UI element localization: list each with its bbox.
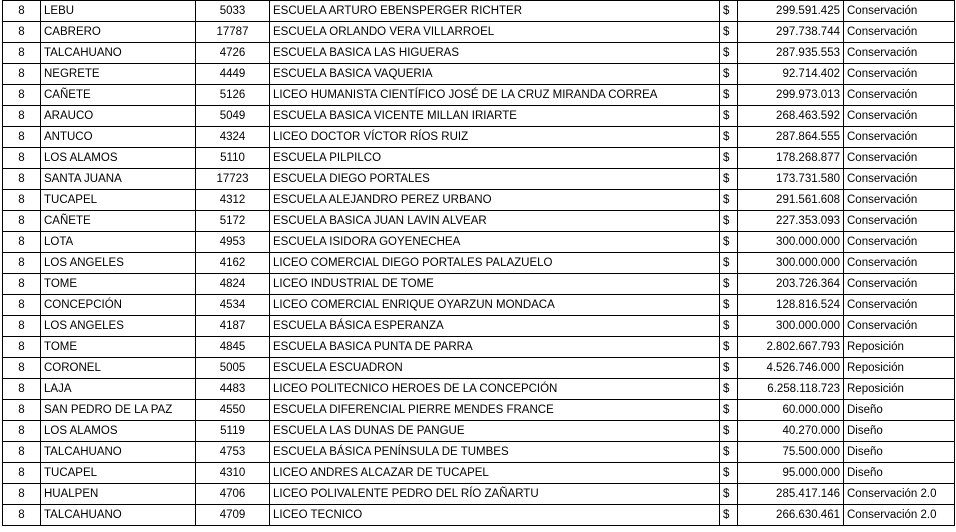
cell-region[interactable]: 8 [3,358,41,379]
table-row[interactable] [3,1,955,22]
table-row[interactable] [3,358,955,379]
cell-rbd[interactable]: 4706 [196,484,270,505]
cell-establecimiento[interactable]: ESCUELA BÁSICA ESPERANZA [270,316,720,337]
cell-region[interactable]: 8 [3,169,41,190]
cell-establecimiento[interactable]: ESCUELA PILPILCO [270,148,720,169]
cell-tipo[interactable]: Conservación [844,64,955,85]
cell-tipo[interactable]: Diseño [844,421,955,442]
cell-region[interactable]: 8 [3,148,41,169]
cell-comuna[interactable]: LOS ALAMOS [41,148,196,169]
table-row[interactable] [3,484,955,505]
table-row[interactable] [3,211,955,232]
cell-tipo[interactable]: Reposición [844,379,955,400]
cell-rbd[interactable]: 4162 [196,253,270,274]
cell-rbd[interactable]: 17723 [196,169,270,190]
cell-tipo[interactable]: Conservación [844,43,955,64]
table-row[interactable] [3,463,955,484]
cell-tipo[interactable]: Conservación [844,22,955,43]
cell-currency-symbol[interactable]: $ [720,64,738,85]
cell-comuna[interactable]: SAN PEDRO DE LA PAZ [41,400,196,421]
cell-currency-symbol[interactable]: $ [720,106,738,127]
cell-establecimiento[interactable]: ESCUELA BASICA VAQUERIA [270,64,720,85]
cell-region[interactable]: 8 [3,337,41,358]
cell-monto[interactable]: 297.738.744 [738,22,844,43]
table-row[interactable] [3,274,955,295]
cell-comuna[interactable]: LOS ANGELES [41,316,196,337]
table-row[interactable] [3,169,955,190]
cell-comuna[interactable]: ANTUCO [41,127,196,148]
cell-comuna[interactable]: ARAUCO [41,106,196,127]
cell-establecimiento[interactable]: ESCUELA LAS DUNAS DE PANGUE [270,421,720,442]
table-row[interactable] [3,337,955,358]
cell-tipo[interactable]: Conservación [844,106,955,127]
cell-currency-symbol[interactable]: $ [720,148,738,169]
cell-comuna[interactable]: LOS ALAMOS [41,421,196,442]
table-row[interactable] [3,64,955,85]
cell-rbd[interactable]: 4312 [196,190,270,211]
cell-region[interactable]: 8 [3,64,41,85]
table-row[interactable] [3,316,955,337]
cell-region[interactable]: 8 [3,211,41,232]
table-row[interactable] [3,106,955,127]
cell-rbd[interactable]: 4534 [196,295,270,316]
cell-currency-symbol[interactable]: $ [720,316,738,337]
cell-rbd[interactable]: 4953 [196,232,270,253]
cell-region[interactable]: 8 [3,379,41,400]
cell-rbd[interactable]: 4187 [196,316,270,337]
cell-tipo[interactable]: Reposición [844,358,955,379]
cell-rbd[interactable]: 4709 [196,505,270,526]
cell-rbd[interactable]: 5126 [196,85,270,106]
cell-tipo[interactable]: Conservación 2.0 [844,484,955,505]
cell-rbd[interactable]: 4324 [196,127,270,148]
cell-region[interactable]: 8 [3,421,41,442]
cell-rbd[interactable]: 5172 [196,211,270,232]
cell-establecimiento[interactable]: ESCUELA DIFERENCIAL PIERRE MENDES FRANCE [270,400,720,421]
cell-monto[interactable]: 300.000.000 [738,253,844,274]
table-row[interactable] [3,253,955,274]
cell-establecimiento[interactable]: LICEO HUMANISTA CIENTÍFICO JOSÉ DE LA CRUZ MIRANDA CORREA [270,85,720,106]
cell-establecimiento[interactable]: ESCUELA ISIDORA GOYENECHEA [270,232,720,253]
cell-comuna[interactable]: TALCAHUANO [41,442,196,463]
cell-rbd[interactable]: 4726 [196,43,270,64]
cell-monto[interactable]: 266.630.461 [738,505,844,526]
cell-tipo[interactable]: Conservación [844,169,955,190]
cell-region[interactable]: 8 [3,22,41,43]
cell-tipo[interactable]: Conservación [844,316,955,337]
cell-currency-symbol[interactable]: $ [720,22,738,43]
cell-tipo[interactable]: Diseño [844,400,955,421]
cell-comuna[interactable]: TALCAHUANO [41,505,196,526]
cell-currency-symbol[interactable]: $ [720,1,738,22]
cell-monto[interactable]: 300.000.000 [738,232,844,253]
cell-currency-symbol[interactable]: $ [720,379,738,400]
cell-rbd[interactable]: 4483 [196,379,270,400]
cell-rbd[interactable]: 5033 [196,1,270,22]
cell-tipo[interactable]: Conservación [844,190,955,211]
cell-tipo[interactable]: Conservación [844,295,955,316]
cell-region[interactable]: 8 [3,1,41,22]
cell-monto[interactable]: 203.726.364 [738,274,844,295]
cell-comuna[interactable]: LOS ANGELES [41,253,196,274]
cell-establecimiento[interactable]: ESCUELA BASICA JUAN LAVIN ALVEAR [270,211,720,232]
cell-establecimiento[interactable]: ESCUELA BÁSICA PENÍNSULA DE TUMBES [270,442,720,463]
cell-establecimiento[interactable]: LICEO TECNICO [270,505,720,526]
cell-comuna[interactable]: CABRERO [41,22,196,43]
table-row[interactable] [3,232,955,253]
cell-currency-symbol[interactable]: $ [720,211,738,232]
table-row[interactable] [3,22,955,43]
cell-region[interactable]: 8 [3,106,41,127]
cell-monto[interactable]: 268.463.592 [738,106,844,127]
cell-currency-symbol[interactable]: $ [720,169,738,190]
cell-establecimiento[interactable]: LICEO POLIVALENTE PEDRO DEL RÍO ZAÑARTU [270,484,720,505]
cell-comuna[interactable]: LOTA [41,232,196,253]
table-row[interactable] [3,442,955,463]
cell-establecimiento[interactable]: LICEO COMERCIAL ENRIQUE OYARZUN MONDACA [270,295,720,316]
cell-comuna[interactable]: LEBU [41,1,196,22]
cell-currency-symbol[interactable]: $ [720,85,738,106]
cell-currency-symbol[interactable]: $ [720,484,738,505]
cell-currency-symbol[interactable]: $ [720,421,738,442]
cell-currency-symbol[interactable]: $ [720,253,738,274]
cell-establecimiento[interactable]: ESCUELA BASICA VICENTE MILLAN IRIARTE [270,106,720,127]
cell-establecimiento[interactable]: ESCUELA BASICA LAS HIGUERAS [270,43,720,64]
cell-currency-symbol[interactable]: $ [720,127,738,148]
cell-monto[interactable]: 4.526.746.000 [738,358,844,379]
cell-region[interactable]: 8 [3,463,41,484]
cell-rbd[interactable]: 4550 [196,400,270,421]
cell-tipo[interactable]: Conservación [844,85,955,106]
cell-comuna[interactable]: TALCAHUANO [41,43,196,64]
table-row[interactable] [3,190,955,211]
cell-tipo[interactable]: Conservación 2.0 [844,505,955,526]
cell-monto[interactable]: 2.802.667.793 [738,337,844,358]
cell-comuna[interactable]: NEGRETE [41,64,196,85]
cell-monto[interactable]: 285.417.146 [738,484,844,505]
cell-rbd[interactable]: 5049 [196,106,270,127]
cell-monto[interactable]: 227.353.093 [738,211,844,232]
cell-comuna[interactable]: CORONEL [41,358,196,379]
cell-currency-symbol[interactable]: $ [720,190,738,211]
cell-currency-symbol[interactable]: $ [720,358,738,379]
cell-monto[interactable]: 178.268.877 [738,148,844,169]
cell-comuna[interactable]: TOME [41,337,196,358]
cell-currency-symbol[interactable]: $ [720,274,738,295]
cell-tipo[interactable]: Conservación [844,211,955,232]
cell-region[interactable]: 8 [3,274,41,295]
cell-currency-symbol[interactable]: $ [720,400,738,421]
table-row[interactable] [3,148,955,169]
cell-currency-symbol[interactable]: $ [720,505,738,526]
table-row[interactable] [3,127,955,148]
cell-region[interactable]: 8 [3,85,41,106]
cell-monto[interactable]: 6.258.118.723 [738,379,844,400]
cell-rbd[interactable]: 4845 [196,337,270,358]
cell-region[interactable]: 8 [3,43,41,64]
cell-monto[interactable]: 95.000.000 [738,463,844,484]
table-row[interactable] [3,505,955,526]
cell-establecimiento[interactable]: LICEO DOCTOR VÍCTOR RÍOS RUIZ [270,127,720,148]
cell-currency-symbol[interactable]: $ [720,232,738,253]
cell-rbd[interactable]: 5005 [196,358,270,379]
cell-rbd[interactable]: 5119 [196,421,270,442]
cell-comuna[interactable]: CAÑETE [41,85,196,106]
cell-tipo[interactable]: Diseño [844,463,955,484]
cell-region[interactable]: 8 [3,253,41,274]
cell-establecimiento[interactable]: ESCUELA ALEJANDRO PEREZ URBANO [270,190,720,211]
cell-comuna[interactable]: LAJA [41,379,196,400]
cell-monto[interactable]: 287.864.555 [738,127,844,148]
cell-tipo[interactable]: Conservación [844,1,955,22]
cell-region[interactable]: 8 [3,127,41,148]
cell-region[interactable]: 8 [3,400,41,421]
cell-region[interactable]: 8 [3,316,41,337]
cell-currency-symbol[interactable]: $ [720,43,738,64]
cell-establecimiento[interactable]: ESCUELA ORLANDO VERA VILLARROEL [270,22,720,43]
cell-tipo[interactable]: Conservación [844,127,955,148]
cell-rbd[interactable]: 4310 [196,463,270,484]
table-row[interactable] [3,400,955,421]
cell-currency-symbol[interactable]: $ [720,442,738,463]
cell-rbd[interactable]: 4753 [196,442,270,463]
cell-monto[interactable]: 92.714.402 [738,64,844,85]
cell-rbd[interactable]: 5110 [196,148,270,169]
cell-comuna[interactable]: CAÑETE [41,211,196,232]
cell-monto[interactable]: 299.973.013 [738,85,844,106]
cell-establecimiento[interactable]: ESCUELA BASICA PUNTA DE PARRA [270,337,720,358]
cell-comuna[interactable]: SANTA JUANA [41,169,196,190]
cell-currency-symbol[interactable]: $ [720,337,738,358]
cell-monto[interactable]: 60.000.000 [738,400,844,421]
cell-tipo[interactable]: Conservación [844,253,955,274]
cell-establecimiento[interactable]: LICEO ANDRES ALCAZAR DE TUCAPEL [270,463,720,484]
cell-currency-symbol[interactable]: $ [720,295,738,316]
cell-establecimiento[interactable]: ESCUELA ARTURO EBENSPERGER RICHTER [270,1,720,22]
cell-establecimiento[interactable]: LICEO COMERCIAL DIEGO PORTALES PALAZUELO [270,253,720,274]
cell-region[interactable]: 8 [3,484,41,505]
cell-monto[interactable]: 173.731.580 [738,169,844,190]
cell-region[interactable]: 8 [3,295,41,316]
table-row[interactable] [3,85,955,106]
table-body [3,1,955,526]
table-row[interactable] [3,379,955,400]
table-row[interactable] [3,295,955,316]
cell-region[interactable]: 8 [3,442,41,463]
table-row[interactable] [3,421,955,442]
cell-tipo[interactable]: Diseño [844,442,955,463]
cell-tipo[interactable]: Conservación [844,148,955,169]
table-row[interactable] [3,43,955,64]
cell-region[interactable]: 8 [3,232,41,253]
projects-table [2,0,955,526]
cell-rbd[interactable]: 4449 [196,64,270,85]
cell-region[interactable]: 8 [3,190,41,211]
cell-comuna[interactable]: TUCAPEL [41,463,196,484]
cell-establecimiento[interactable]: LICEO POLITECNICO HEROES DE LA CONCEPCIÓN [270,379,720,400]
cell-establecimiento[interactable]: ESCUELA ESCUADRON [270,358,720,379]
cell-tipo[interactable]: Conservación [844,274,955,295]
cell-currency-symbol[interactable]: $ [720,463,738,484]
cell-establecimiento[interactable]: LICEO INDUSTRIAL DE TOME [270,274,720,295]
cell-region[interactable]: 8 [3,505,41,526]
cell-comuna[interactable]: CONCEPCIÓN [41,295,196,316]
cell-monto[interactable]: 40.270.000 [738,421,844,442]
cell-establecimiento[interactable]: ESCUELA DIEGO PORTALES [270,169,720,190]
cell-comuna[interactable]: TOME [41,274,196,295]
cell-monto[interactable]: 299.591.425 [738,1,844,22]
cell-monto[interactable]: 291.561.608 [738,190,844,211]
cell-rbd[interactable]: 17787 [196,22,270,43]
cell-monto[interactable]: 128.816.524 [738,295,844,316]
cell-monto[interactable]: 75.500.000 [738,442,844,463]
cell-rbd[interactable]: 4824 [196,274,270,295]
cell-comuna[interactable]: HUALPEN [41,484,196,505]
cell-tipo[interactable]: Reposición [844,337,955,358]
cell-monto[interactable]: 300.000.000 [738,316,844,337]
cell-tipo[interactable]: Conservación [844,232,955,253]
cell-monto[interactable]: 287.935.553 [738,43,844,64]
cell-comuna[interactable]: TUCAPEL [41,190,196,211]
